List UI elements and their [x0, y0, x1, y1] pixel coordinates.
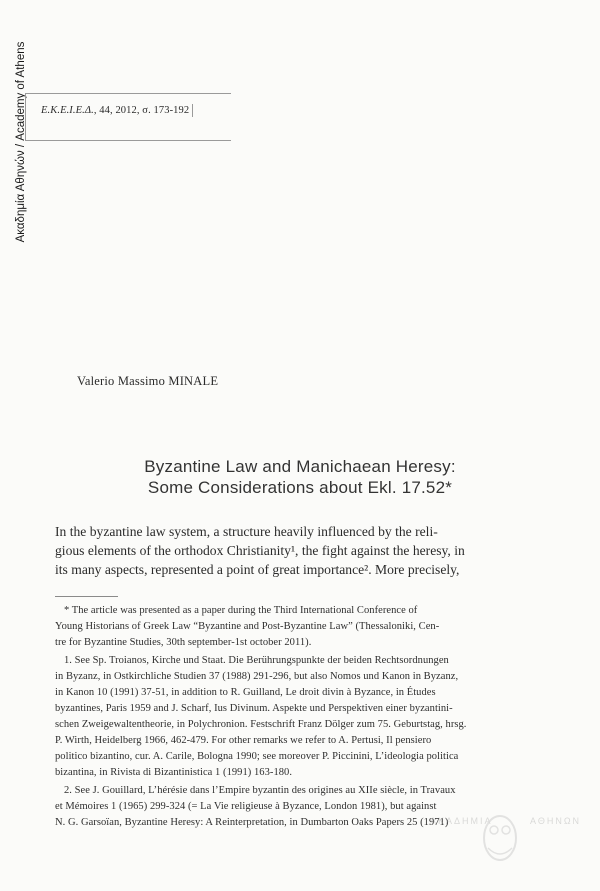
- footnote-line-1: * The article was presented as a paper during the Third International Conference of: [64, 605, 418, 616]
- journal-reference-frame: [25, 93, 231, 141]
- body-line-3: its many aspects, represented a point of great importance². More precisely,: [55, 562, 460, 577]
- journal-details: , 44, 2012, σ. 173-192: [93, 105, 190, 116]
- side-label: [10, 30, 32, 255]
- footnote-line-3: tre for Byzantine Studies, 30th september-1st october 2011).: [55, 637, 312, 648]
- body-line-1: In the byzantine law system, a structure heavily influenced by the reli-: [55, 524, 438, 539]
- watermark-right-word: ΑΘΗΝΩΝ: [530, 816, 582, 826]
- footnote-line-9: P. Wirth, Heidelberg 1966, 462-479. For other remarks we refer to A. Pertusi, Il pensiero: [55, 735, 432, 746]
- author-name: Valerio Massimo MINALE: [77, 374, 219, 388]
- footnote-line-2: Young Historians of Greek Law “Byzantine and Post-Byzantine Law” (Thessaloniki, Cen-: [55, 621, 440, 632]
- body-line-2: gious elements of the orthodox Christianity¹, the fight against the heresy, in: [55, 543, 465, 558]
- journal-reference: [38, 104, 193, 117]
- footnote-line-6: in Kanon 10 (1991) 37-51, in addition to R. Guilland, Le droit divin à Byzance, in Études: [55, 687, 436, 698]
- footnote-line-7: byzantines, Paris 1959 and J. Scharf, Ius Divinum. Aspekte und Perspektiven einer byzantini-: [55, 703, 453, 714]
- footnote-line-13: et Mémoires 1 (1965) 299-324 (= La Vie religieuse à Byzance, London 1981), but against: [55, 801, 437, 812]
- footnote-line-8: schen Zweigewaltentheorie, in Polychronion. Festschrift Franz Dölger zum 75. Geburtstag, hrsg.: [55, 719, 467, 730]
- footnote-line-4: 1. See Sp. Troianos, Kirche und Staat. Die Berührungspunkte der beiden Rechtsordnungen: [64, 655, 449, 666]
- footnote-line-14: N. G. Garsoïan, Byzantine Heresy: A Reinterpretation, in Dumbarton Oaks Papers 25 (1971): [55, 817, 449, 828]
- watermark-left-word: ΑΚΑΔΗΜΙΑ: [430, 816, 493, 826]
- academy-watermark: [430, 810, 590, 870]
- title-line-1: Byzantine Law and Manichaean Heresy:: [144, 457, 456, 476]
- footnote-line-11: bizantina, in Rivista di Bizantinistica 1 (1991) 163-180.: [55, 767, 293, 778]
- footnote-separator: [55, 596, 118, 597]
- footnote-line-5: in Byzanz, in Ostkirchliche Studien 37 (1988) 291-296, but also Nomos und Kanon in Byzanz,: [55, 671, 459, 682]
- journal-abbreviation: Ε.Κ.Ε.Ι.Ε.Δ.: [41, 105, 94, 116]
- footnote-line-12: 2. See J. Gouillard, L’hérésie dans l’Empire byzantin des origines au XIIe siècle, in Travaux: [64, 785, 456, 796]
- title-line-2: Some Considerations about Ekl. 17.52*: [147, 478, 453, 497]
- side-label-text: Ακαδημία Αθηνών / Academy of Athens: [15, 41, 27, 243]
- footnote-line-10: politico bizantino, cur. A. Carile, Bologna 1990; see moreover P. Piccinini, L’ideologia politica: [55, 751, 459, 762]
